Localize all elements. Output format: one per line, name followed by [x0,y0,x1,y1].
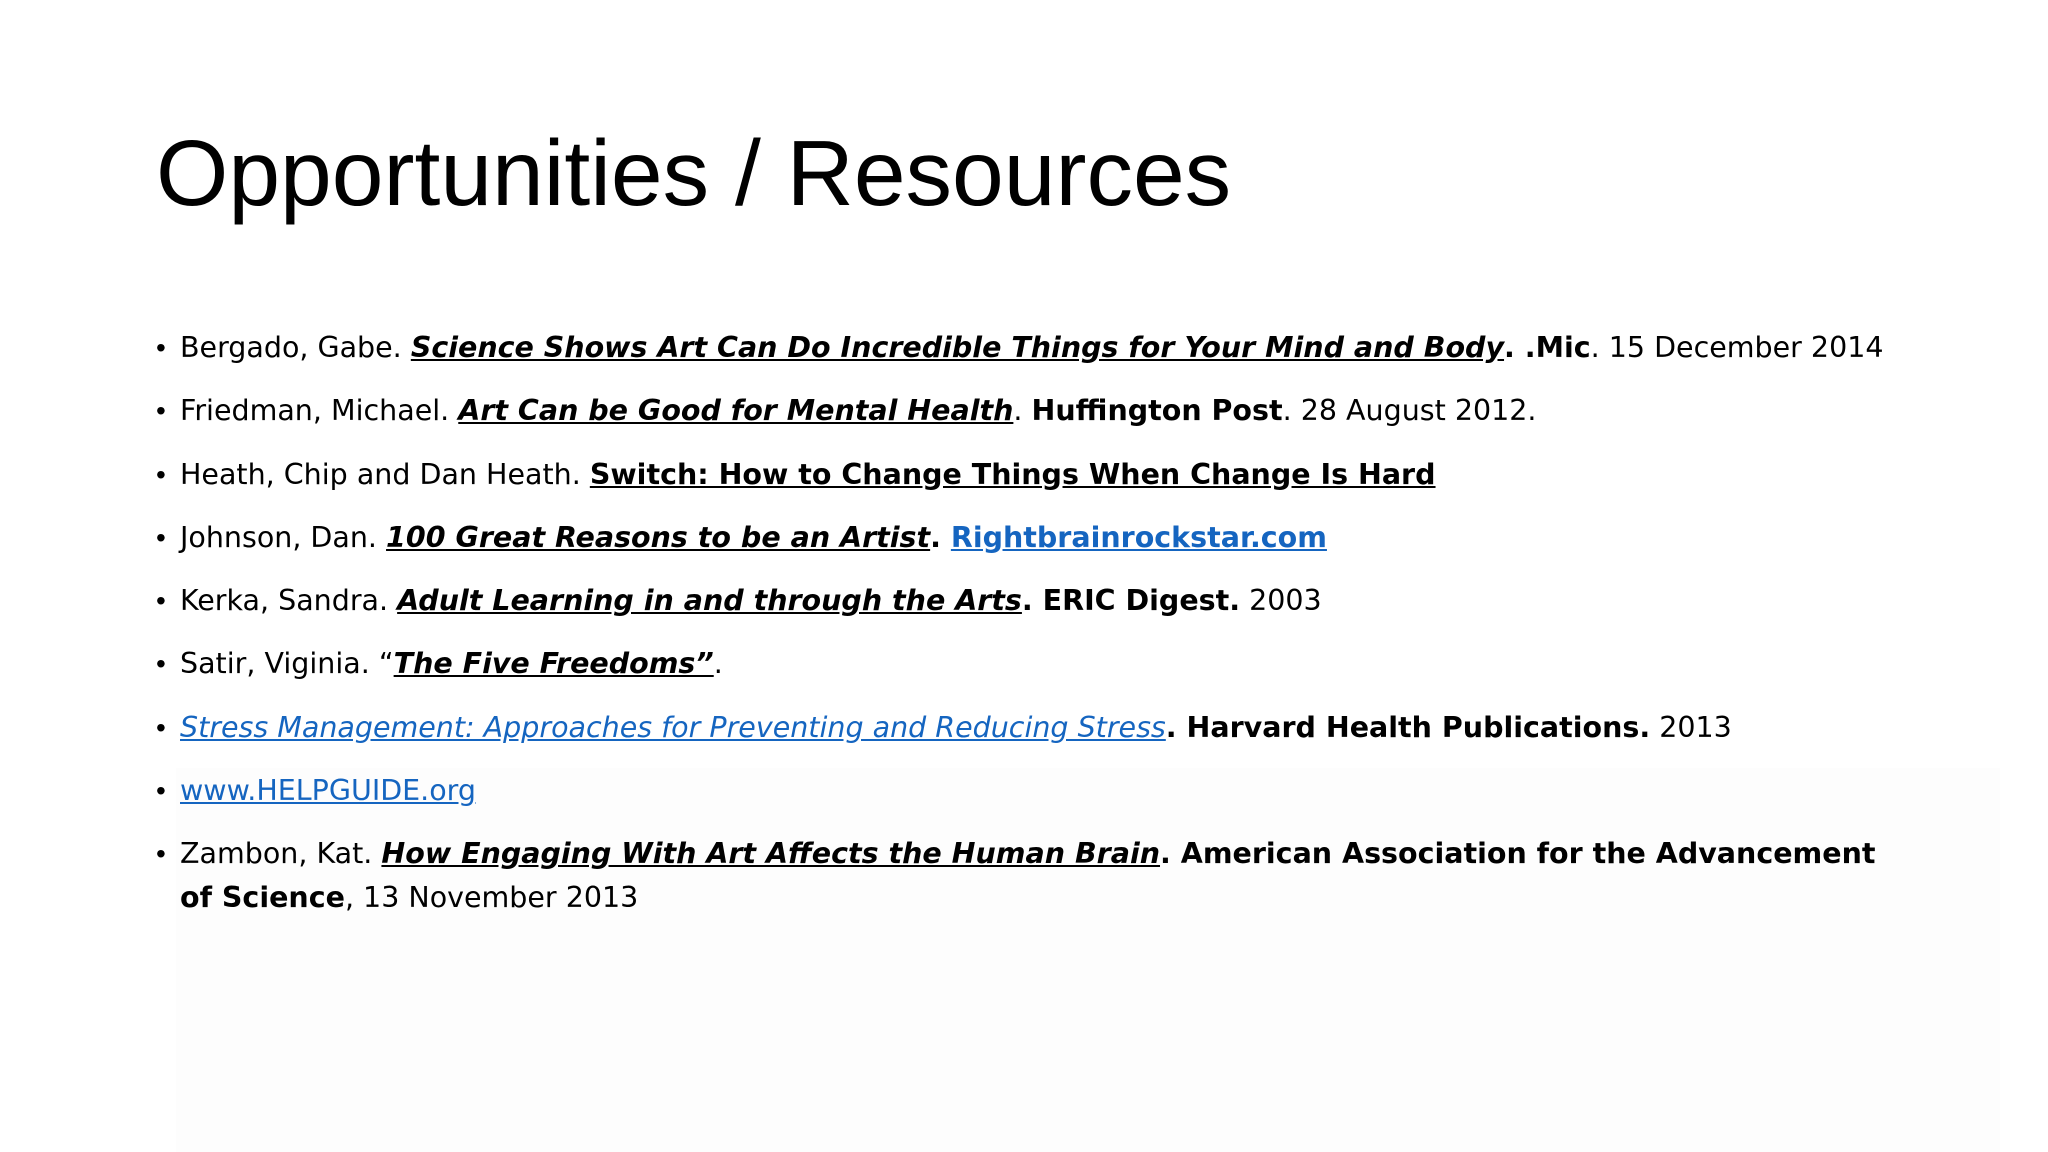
bullet-icon: • [156,838,166,870]
reference-title: Switch: How to Change Things When Change Is Hard [589,457,1436,491]
reference-publisher: Huffington Post [1031,394,1283,428]
bullet-icon: • [156,711,166,743]
reference-date: , 13 November 2013 [344,881,639,915]
reference-date: . [713,647,723,681]
reference-publisher: . Harvard Health Publications. [1165,710,1651,744]
bullet-icon: • [156,332,166,363]
reference-item [156,706,1916,750]
reference-author: Kerka, Sandra. [180,584,398,618]
reference-author: Bergado, Gabe. [180,331,411,364]
reference-title: How Engaging With Art Affects the Human Brain [381,837,1161,871]
reference-date: 2013 [1650,710,1732,744]
reference-item [156,389,1916,433]
reference-date: . 15 December 2014 [1590,331,1884,364]
rightbrainrockstar-link[interactable]: Rightbrainrockstar.com [950,520,1327,554]
reference-item [156,769,1916,813]
reference-item [156,516,1916,560]
reference-publisher: Mic [1535,331,1591,364]
reference-title: Adult Learning in and through the Arts [397,584,1022,618]
reference-date: 2003 [1240,584,1322,618]
reference-title: 100 Great Reasons to be an Artist [386,520,931,554]
reference-author: Heath, Chip and Dan Heath. [180,457,590,491]
reference-item [156,326,1916,370]
bullet-icon: • [156,458,166,490]
reference-item [156,832,1916,920]
bullet-icon: • [156,585,166,617]
reference-date: . 28 August 2012. [1282,394,1537,428]
helpguide-link[interactable]: www.HELPGUIDE.org [180,774,476,808]
bullet-icon: • [156,775,166,807]
bullet-icon: • [156,395,166,427]
reference-item [156,579,1916,623]
reference-author: Friedman, Michael. [180,394,459,428]
reference-list [156,326,1916,940]
reference-author: Zambon, Kat. [180,837,382,871]
bullet-icon: • [156,521,166,553]
reference-separator: . [1013,394,1032,428]
reference-publisher: . American Association for the Advancement of Science [180,837,1876,915]
reference-author: Satir, Viginia. “ [180,647,394,681]
stress-management-link[interactable]: Stress Management: Approaches for Preventing and Reducing Stress [180,710,1166,744]
bullet-icon: • [156,648,166,680]
reference-title: The Five Freedoms” [393,647,714,681]
reference-title: Science Shows Art Can Do Incredible Things for Your Mind and Body [410,331,1505,364]
reference-title: Art Can be Good for Mental Health [458,394,1014,428]
reference-publisher: . ERIC Digest. [1021,584,1241,618]
reference-separator: . . [1504,331,1536,364]
reference-item [156,642,1916,686]
reference-separator: . [930,520,951,554]
reference-item [156,453,1916,497]
reference-author: Johnson, Dan. [180,520,387,554]
slide-title: Opportunities / Resources [156,121,1232,225]
